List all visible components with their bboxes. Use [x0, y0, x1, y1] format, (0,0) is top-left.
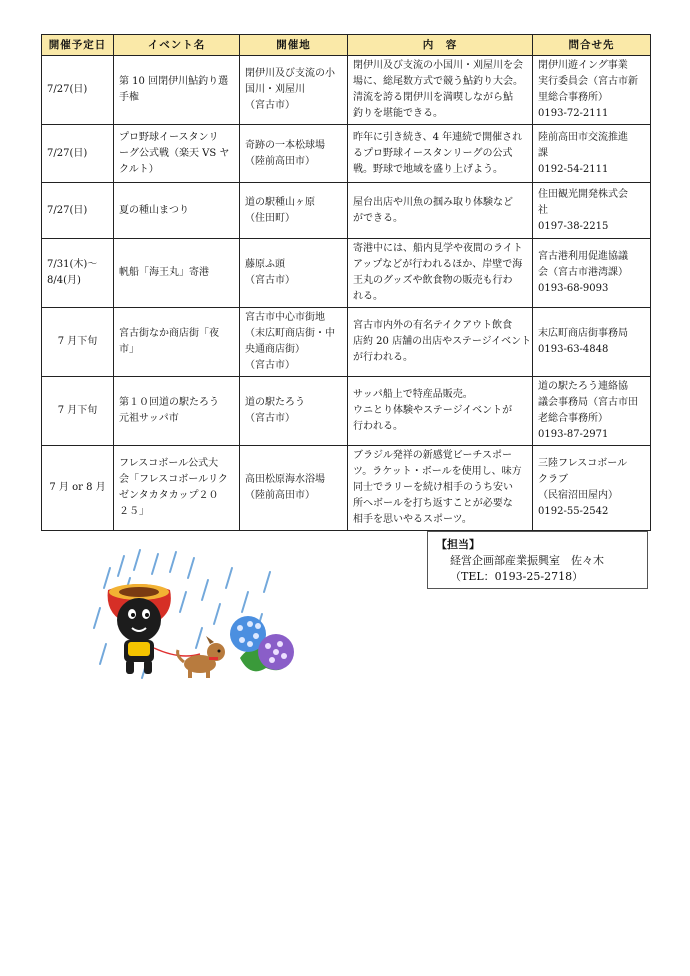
cell-venue-line: 奇跡の一本松球場: [245, 139, 325, 151]
cell-content: [348, 183, 533, 239]
cell-content-line: 場に、総尾数方式で競う鮎釣り大会。: [353, 76, 523, 87]
cell-venue: [240, 56, 348, 125]
cell-content-line: 同士でラリーを続け相手のうち安い: [353, 482, 513, 493]
cell-contact-line: 住田観光開発株式会: [538, 188, 628, 200]
table-row: [42, 125, 651, 183]
table-header-row: [42, 35, 651, 56]
cell-content-line: 相手を思いやるスポーツ。: [353, 514, 472, 525]
cell-content-line: アップなどが行われるほか、岸壁で海: [353, 259, 523, 270]
cell-date: [42, 125, 114, 183]
cell-content-line: ウニとり体験やステージイベントが: [353, 405, 513, 416]
cell-event-line: 元祖サッパ市: [119, 413, 179, 424]
cell-content: [348, 125, 533, 183]
cell-date-line: 7 月下旬: [57, 405, 98, 416]
header-event: イベント名: [114, 35, 240, 56]
header-contact: 問合せ先: [533, 35, 651, 56]
cell-contact-line: 0193-63-4848: [538, 344, 609, 355]
cell-venue-line: （陸前高田市）: [245, 155, 315, 167]
cell-contact-line: 0192-55-2542: [538, 506, 609, 517]
cell-contact-line: 議会事務局（宮古市田: [538, 397, 638, 408]
cell-event: [114, 308, 240, 377]
cell-venue-line: （住田町）: [245, 212, 295, 224]
table-row: [42, 56, 651, 125]
cell-date: [42, 377, 114, 446]
cell-date-line: 7 月下旬: [57, 336, 98, 347]
cell-content-line: 釣りを堪能できる。: [353, 108, 443, 119]
cell-date-line: 7/27(日): [47, 84, 88, 95]
cell-content-line: ができる。: [353, 212, 403, 224]
dog-icon: [178, 636, 225, 678]
cell-contact-line: 課: [538, 147, 548, 159]
cell-event: [114, 239, 240, 308]
cell-date: [42, 239, 114, 308]
cell-event-line: 第１０回道の駅たろう: [119, 397, 219, 408]
cell-date: [42, 56, 114, 125]
cell-venue: [240, 377, 348, 446]
cell-content-line: サッパ船上で特産品販売。: [353, 389, 473, 400]
cell-contact-line: 宮古港利用促進協議: [538, 251, 628, 262]
cell-content-line: 寄港中には、船内見学や夜間のライト: [353, 243, 523, 254]
cell-event-line: フレスコボール公式大: [119, 458, 219, 469]
cell-event: [114, 125, 240, 183]
cell-contact-line: 老総合事務所）: [538, 413, 608, 424]
cell-event-line: 夏の種山まつり: [119, 204, 189, 216]
cell-content-line: 行われる。: [353, 421, 403, 432]
cell-contact-line: 0193-87-2971: [538, 429, 609, 440]
table-row: [42, 308, 651, 377]
cell-venue: [240, 239, 348, 308]
table-row: [42, 183, 651, 239]
cell-contact: [533, 125, 651, 183]
cell-date-line: 7 月 or 8 月: [49, 482, 106, 493]
cell-contact-line: 0193-68-9093: [538, 283, 609, 294]
table-row: [42, 239, 651, 308]
cell-event-line: プロ野球イースタンリ: [119, 131, 219, 143]
cell-event: [114, 56, 240, 125]
cell-content: [348, 308, 533, 377]
table-row: [42, 377, 651, 446]
cell-content-line: るプロ野球イースタンリーグの公式: [353, 147, 513, 159]
cell-event-line: ーグ公式戦（楽天 VS ヤ: [119, 147, 230, 159]
contact-box: [427, 531, 648, 589]
cell-venue-line: 藤原ふ頭: [245, 259, 285, 270]
cell-contact-line: クラブ: [538, 474, 568, 485]
contact-tel: （TEL：0193-25-2718）: [450, 570, 584, 583]
cell-content-line: 所へボールを打ち返すことが必要な: [353, 498, 513, 509]
cell-contact: [533, 308, 651, 377]
cell-event-line: クルト）: [119, 163, 159, 175]
cell-venue: [240, 446, 348, 531]
events-table: [41, 34, 651, 531]
cell-date: [42, 308, 114, 377]
cell-content: [348, 377, 533, 446]
cell-date: [42, 183, 114, 239]
cell-content-line: 王丸のグッズや飲食物の販売も行わ: [353, 275, 513, 286]
header-content: 内 容: [348, 35, 533, 56]
cell-event-line: 市」: [119, 344, 139, 355]
cell-event-line: 帆船「海王丸」寄港: [119, 267, 209, 278]
cell-contact: [533, 56, 651, 125]
cell-event-line: 宮古街なか商店街「夜: [119, 328, 219, 339]
cell-content: [348, 56, 533, 125]
cell-contact: [533, 446, 651, 531]
cell-venue: [240, 125, 348, 183]
cell-contact-line: 0192-54-2111: [538, 163, 609, 175]
header-venue: 開催地: [240, 35, 348, 56]
cell-content-line: れる。: [353, 291, 383, 302]
cell-contact-line: 三陸フレスコボール: [538, 458, 628, 469]
cell-event-line: 会「フレスコボールリク: [119, 474, 228, 485]
cell-content-line: 屋台出店や川魚の掴み取り体験など: [353, 196, 513, 208]
cell-venue-line: 央通商店街）: [245, 344, 305, 355]
cell-date: [42, 446, 114, 531]
cell-event: [114, 183, 240, 239]
cell-date-line: 7/27(日): [47, 147, 88, 159]
cell-venue-line: 道の駅たろう: [245, 397, 305, 408]
cell-content-line: 昨年に引き続き、4 年連続で開催され: [353, 131, 523, 143]
cell-content: [348, 446, 533, 531]
cell-content-line: 宮古市内外の有名テイクアウト飲食: [353, 320, 513, 331]
cell-contact-line: 里総合事務所）: [538, 92, 608, 103]
cell-venue-line: 国川・刈屋川: [245, 84, 305, 95]
cell-contact: [533, 183, 651, 239]
cell-venue: [240, 308, 348, 377]
cell-contact-line: 0197-38-2215: [538, 220, 609, 232]
cell-content-line: ブラジル発祥の新感覚ビーチスポー: [353, 450, 512, 461]
cell-venue-line: （末広町商店街・中: [245, 328, 335, 339]
cell-venue-line: （宮古市）: [245, 360, 295, 371]
cell-contact-line: 0193-72-2111: [538, 108, 609, 119]
cell-venue-line: （宮古市）: [245, 100, 295, 111]
cell-content-line: 閉伊川及び支流の小国川・刈屋川を会: [353, 60, 523, 71]
rain-walk-illustration: [90, 548, 320, 698]
cell-contact: [533, 239, 651, 308]
cell-venue-line: （宮古市）: [245, 413, 295, 424]
cell-date-line: 7/31(木)～: [47, 259, 98, 270]
cell-contact-line: 末広町商店街事務局: [538, 328, 628, 339]
cell-content-line: 清流を誇る閉伊川を満喫しながら鮎: [353, 92, 513, 103]
cell-date-line: 7/27(日): [47, 204, 88, 216]
cell-contact-line: 社: [538, 204, 548, 216]
cell-contact-line: 閉伊川遊イング事業: [538, 60, 628, 71]
cell-contact: [533, 377, 651, 446]
table-row: [42, 446, 651, 531]
cell-contact-line: 道の駅たろう連絡協: [538, 381, 628, 392]
cell-contact-line: 会（宮古市港湾課）: [538, 267, 628, 278]
cell-event: [114, 446, 240, 531]
header-date: 開催予定日: [42, 35, 114, 56]
cell-contact-line: （民宿沼田屋内）: [538, 490, 618, 501]
cell-content: [348, 239, 533, 308]
cell-venue: [240, 183, 348, 239]
cell-content-line: 店約 20 店舗の出店やステージイベント: [353, 336, 532, 347]
cell-venue-line: （宮古市）: [245, 275, 295, 286]
cell-event: [114, 377, 240, 446]
cell-content-line: 戦。野球で地域を盛り上げよう。: [353, 163, 503, 175]
cell-venue-line: 宮古市中心市街地: [245, 312, 325, 323]
contact-heading: 【担当】: [436, 538, 480, 551]
cell-venue-line: 高田松原海水浴場: [245, 474, 325, 485]
cell-content-line: ツ。ラケット・ボールを使用し、味方: [353, 466, 522, 477]
cell-date-line: 8/4(月): [47, 275, 81, 286]
cell-content-line: が行われる。: [353, 352, 413, 363]
hydrangea-icon: [230, 616, 294, 671]
cell-venue-line: （陸前高田市）: [245, 490, 315, 501]
cell-event-line: 第 10 回閉伊川鮎釣り選: [119, 76, 229, 87]
cell-event-line: 手権: [119, 92, 139, 103]
cell-event-line: ２５」: [119, 506, 149, 517]
cell-venue-line: 閉伊川及び支流の小: [245, 68, 335, 79]
cell-contact-line: 実行委員会（宮古市新: [538, 76, 638, 87]
cell-contact-line: 陸前高田市交流推進: [538, 131, 628, 143]
cell-venue-line: 道の駅種山ヶ原: [245, 196, 315, 208]
contact-department: 経営企画部産業振興室 佐々木: [450, 554, 604, 567]
cell-event-line: ゼンタカタカップ２０: [119, 490, 219, 501]
